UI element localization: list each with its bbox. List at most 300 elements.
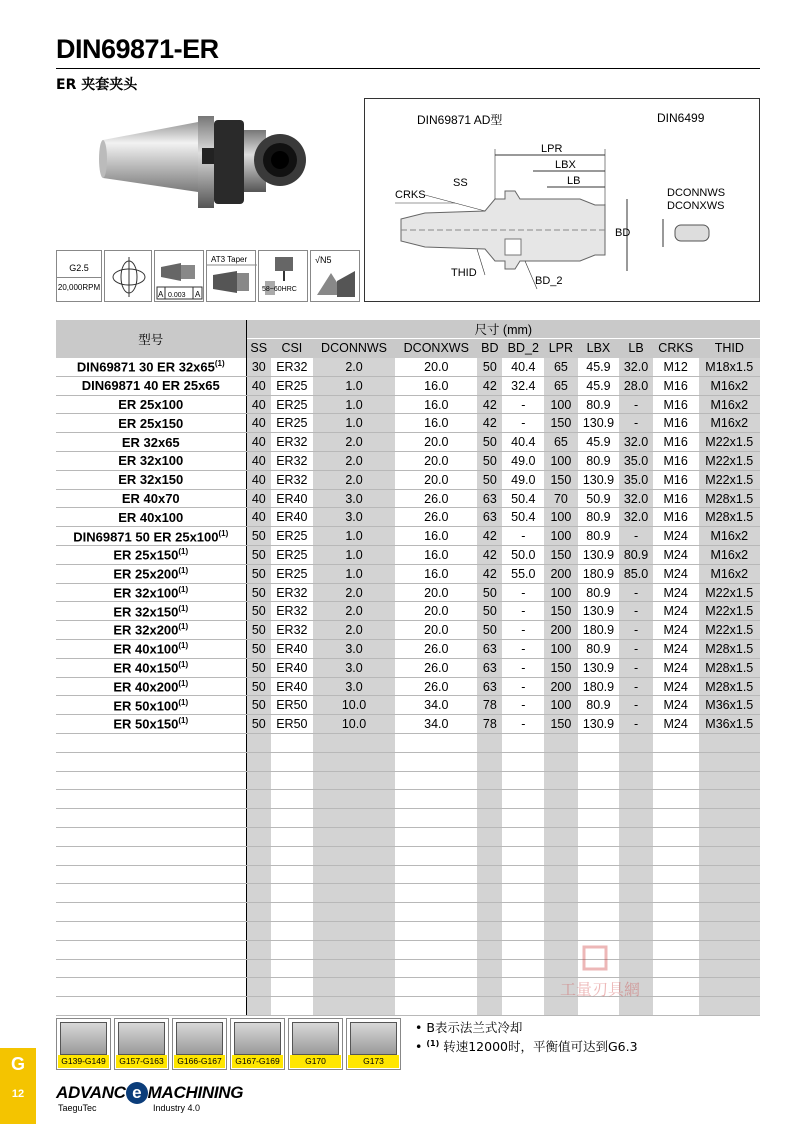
model-cell: ER 32x65 — [56, 433, 246, 452]
product-image — [98, 108, 308, 218]
cell-thid: M22x1.5 — [699, 433, 760, 452]
cell-ss: 50 — [246, 621, 271, 640]
cell-crks: M24 — [653, 564, 699, 583]
cell-ss: 50 — [246, 640, 271, 659]
reference-page-label: G167-G169 — [232, 1055, 283, 1068]
cell-dconxws: 34.0 — [395, 696, 477, 715]
table-row — [56, 358, 760, 377]
cell-crks: M24 — [653, 715, 699, 734]
cell-crks: M16 — [653, 433, 699, 452]
cell-lb: - — [619, 414, 652, 433]
cell-lpr: 150 — [544, 414, 577, 433]
cell-lpr: 100 — [544, 583, 577, 602]
cell-bd: 63 — [477, 489, 502, 508]
model-cell: ER 40x100 — [56, 508, 246, 527]
cell-lbx: 130.9 — [578, 546, 620, 565]
cell-bd-2: - — [502, 583, 544, 602]
cell-lb: 32.0 — [619, 433, 652, 452]
cell-bd: 63 — [477, 677, 502, 696]
svg-text:58~60HRC: 58~60HRC — [262, 286, 297, 293]
cell-dconnws: 2.0 — [313, 621, 396, 640]
empty-row — [56, 752, 760, 771]
dim-bd: BD — [615, 227, 631, 239]
cell-lb: 80.9 — [619, 546, 652, 565]
cell-bd-2: 50.4 — [502, 489, 544, 508]
cell-crks: M12 — [653, 358, 699, 377]
cell-lb: 32.0 — [619, 489, 652, 508]
cell-dconxws: 20.0 — [395, 602, 477, 621]
cell-bd: 50 — [477, 452, 502, 471]
cell-lbx: 130.9 — [578, 414, 620, 433]
cell-crks: M16 — [653, 489, 699, 508]
cell-bd-2: 40.4 — [502, 433, 544, 452]
page-title: DIN69871-ER — [56, 34, 219, 64]
cell-lbx: 45.9 — [578, 433, 620, 452]
empty-row — [56, 809, 760, 828]
cell-bd-2: - — [502, 640, 544, 659]
cell-lbx: 130.9 — [578, 470, 620, 489]
cell-crks: M24 — [653, 602, 699, 621]
dim-lpr: LPR — [541, 143, 563, 155]
spec-table — [56, 320, 760, 1016]
model-cell: DIN69871 30 ER 32x65$^{(1)}$ — [56, 358, 246, 377]
cell-lbx: 80.9 — [578, 583, 620, 602]
reference-page-label: G173 — [348, 1055, 399, 1068]
cell-lb: 32.0 — [619, 358, 652, 377]
model-cell: ER 40x150$^{(1)}$ — [56, 658, 246, 677]
reference-link-1[interactable] — [56, 1018, 111, 1070]
cell-lbx: 80.9 — [578, 527, 620, 546]
cell-lbx: 80.9 — [578, 640, 620, 659]
cell-bd: 50 — [477, 358, 502, 377]
table-row — [56, 508, 760, 527]
cell-ss: 40 — [246, 433, 271, 452]
cell-bd-2: - — [502, 414, 544, 433]
cell-bd: 42 — [477, 376, 502, 395]
cell-lbx: 180.9 — [578, 677, 620, 696]
cell-dconnws: 1.0 — [313, 376, 396, 395]
column-header-bd-2: BD_2 — [502, 339, 544, 358]
cell-csi: ER50 — [271, 715, 313, 734]
cell-bd: 42 — [477, 546, 502, 565]
cell-bd: 78 — [477, 696, 502, 715]
cell-thid: M28x1.5 — [699, 677, 760, 696]
cell-csi: ER32 — [271, 358, 313, 377]
cell-csi: ER40 — [271, 677, 313, 696]
model-cell: DIN69871 50 ER 25x100$^{(1)}$ — [56, 527, 246, 546]
cell-ss: 50 — [246, 658, 271, 677]
dim-dconxws: DCONXWS — [667, 200, 725, 212]
cell-lbx: 50.9 — [578, 489, 620, 508]
table-row — [56, 696, 760, 715]
cell-lpr: 100 — [544, 696, 577, 715]
cell-lpr: 100 — [544, 527, 577, 546]
reference-link-2[interactable] — [114, 1018, 169, 1070]
dimension-diagram — [364, 98, 760, 302]
accessory-icon — [60, 1022, 107, 1055]
cell-lpr: 100 — [544, 452, 577, 471]
reference-page-label: G166-G167 — [174, 1055, 225, 1068]
cell-bd-2: 50.0 — [502, 546, 544, 565]
cell-dconxws: 20.0 — [395, 621, 477, 640]
cell-lpr: 200 — [544, 677, 577, 696]
cell-lpr: 100 — [544, 508, 577, 527]
cell-lpr: 70 — [544, 489, 577, 508]
cell-dconxws: 20.0 — [395, 470, 477, 489]
model-header: 型号 — [56, 320, 246, 358]
cell-lb: - — [619, 640, 652, 659]
cell-csi: ER25 — [271, 376, 313, 395]
cell-thid: M28x1.5 — [699, 658, 760, 677]
cell-csi: ER32 — [271, 470, 313, 489]
column-header-csi: CSI — [271, 339, 313, 358]
cell-ss: 30 — [246, 358, 271, 377]
cell-csi: ER40 — [271, 640, 313, 659]
cell-lb: 28.0 — [619, 376, 652, 395]
cell-lb: - — [619, 677, 652, 696]
cell-lbx: 130.9 — [578, 602, 620, 621]
cell-ss: 50 — [246, 602, 271, 621]
cell-lb: - — [619, 583, 652, 602]
dim-dconnws: DCONNWS — [667, 187, 726, 199]
model-cell: ER 50x150$^{(1)}$ — [56, 715, 246, 734]
hardness-icon — [258, 250, 308, 302]
model-cell: ER 32x150 — [56, 470, 246, 489]
section-letter: G — [10, 1054, 25, 1074]
cell-dconxws: 26.0 — [395, 489, 477, 508]
cell-ss: 40 — [246, 414, 271, 433]
cell-thid: M36x1.5 — [699, 696, 760, 715]
cell-dconxws: 16.0 — [395, 546, 477, 565]
column-header-crks: CRKS — [653, 339, 699, 358]
note-balance: • $^{(1)}$ 转速12000时，平衡值可达到G6.3 — [415, 1039, 638, 1055]
cell-thid: M28x1.5 — [699, 489, 760, 508]
cell-dconnws: 1.0 — [313, 395, 396, 414]
cell-csi: ER40 — [271, 489, 313, 508]
cell-csi: ER25 — [271, 564, 313, 583]
model-cell: ER 40x70 — [56, 489, 246, 508]
cell-dconxws: 16.0 — [395, 564, 477, 583]
cell-dconnws: 3.0 — [313, 508, 396, 527]
cell-crks: M16 — [653, 508, 699, 527]
cell-bd-2: - — [502, 658, 544, 677]
table-row — [56, 489, 760, 508]
cell-dconxws: 16.0 — [395, 376, 477, 395]
model-cell: ER 32x200$^{(1)}$ — [56, 621, 246, 640]
cell-lpr: 200 — [544, 564, 577, 583]
model-cell: ER 32x100 — [56, 452, 246, 471]
table-row — [56, 546, 760, 565]
cell-bd: 50 — [477, 602, 502, 621]
column-header-dconxws: DCONXWS — [395, 339, 477, 358]
cell-thid: M16x2 — [699, 414, 760, 433]
brand-logo: ADVANC e MACHINING — [56, 1083, 244, 1102]
cell-thid: M16x2 — [699, 376, 760, 395]
column-header-lpr: LPR — [544, 339, 577, 358]
table-row — [56, 470, 760, 489]
table-row — [56, 564, 760, 583]
cell-csi: ER32 — [271, 602, 313, 621]
cell-ss: 40 — [246, 452, 271, 471]
cell-bd-2: 40.4 — [502, 358, 544, 377]
cell-dconnws: 2.0 — [313, 583, 396, 602]
cell-ss: 50 — [246, 527, 271, 546]
max-rpm: 20,000RPM — [57, 283, 101, 292]
cell-bd: 63 — [477, 658, 502, 677]
cell-dconnws: 3.0 — [313, 489, 396, 508]
accessory-icon — [118, 1022, 165, 1055]
cell-lbx: 45.9 — [578, 376, 620, 395]
table-row — [56, 433, 760, 452]
cell-bd-2: - — [502, 395, 544, 414]
cell-csi: ER32 — [271, 433, 313, 452]
cell-lbx: 80.9 — [578, 395, 620, 414]
table-row — [56, 621, 760, 640]
cell-lb: 85.0 — [619, 564, 652, 583]
balance-rpm-icon — [56, 250, 102, 302]
svg-text:√N5: √N5 — [315, 255, 332, 265]
cell-dconxws: 26.0 — [395, 677, 477, 696]
reference-link-5[interactable] — [288, 1018, 343, 1070]
table-row — [56, 414, 760, 433]
cell-dconxws: 26.0 — [395, 640, 477, 659]
runout-icon — [154, 250, 204, 302]
accessory-icon — [350, 1022, 397, 1055]
cell-dconxws: 16.0 — [395, 395, 477, 414]
cell-lpr: 65 — [544, 358, 577, 377]
cell-lb: 35.0 — [619, 470, 652, 489]
cell-lpr: 65 — [544, 376, 577, 395]
cell-bd: 63 — [477, 640, 502, 659]
cell-dconnws: 10.0 — [313, 696, 396, 715]
cell-lpr: 150 — [544, 602, 577, 621]
cell-lpr: 100 — [544, 640, 577, 659]
table-row — [56, 602, 760, 621]
empty-row — [56, 922, 760, 941]
watermark-logo — [560, 945, 680, 1010]
cell-dconnws: 1.0 — [313, 527, 396, 546]
cell-thid: M22x1.5 — [699, 583, 760, 602]
model-cell: ER 50x100$^{(1)}$ — [56, 696, 246, 715]
cell-bd-2: - — [502, 715, 544, 734]
model-cell: DIN69871 40 ER 25x65 — [56, 376, 246, 395]
cell-dconxws: 20.0 — [395, 583, 477, 602]
cell-thid: M16x2 — [699, 395, 760, 414]
cell-ss: 40 — [246, 395, 271, 414]
svg-text:A: A — [195, 290, 201, 299]
cell-csi: ER25 — [271, 414, 313, 433]
cell-bd: 42 — [477, 395, 502, 414]
table-row — [56, 715, 760, 734]
balancing-icon — [104, 250, 152, 302]
cell-dconxws: 20.0 — [395, 452, 477, 471]
cell-crks: M16 — [653, 395, 699, 414]
column-header-thid: THID — [699, 339, 760, 358]
empty-row — [56, 734, 760, 753]
reference-page-label: G170 — [290, 1055, 341, 1068]
cell-csi: ER50 — [271, 696, 313, 715]
column-header-bd: BD — [477, 339, 502, 358]
reference-link-3[interactable] — [172, 1018, 227, 1070]
cell-thid: M16x2 — [699, 527, 760, 546]
cell-dconnws: 3.0 — [313, 677, 396, 696]
cell-bd-2: - — [502, 602, 544, 621]
cell-crks: M24 — [653, 658, 699, 677]
cell-csi: ER32 — [271, 452, 313, 471]
dim-crks: CRKS — [395, 189, 426, 201]
table-row — [56, 527, 760, 546]
cell-csi: ER40 — [271, 658, 313, 677]
cell-ss: 40 — [246, 376, 271, 395]
table-row — [56, 677, 760, 696]
taper-icon — [206, 250, 256, 302]
cell-crks: M24 — [653, 640, 699, 659]
table-row — [56, 376, 760, 395]
footnotes — [415, 1020, 638, 1055]
cell-bd: 42 — [477, 564, 502, 583]
cell-bd-2: - — [502, 527, 544, 546]
cell-thid: M36x1.5 — [699, 715, 760, 734]
cell-crks: M24 — [653, 583, 699, 602]
cell-csi: ER40 — [271, 508, 313, 527]
cell-lb: 32.0 — [619, 508, 652, 527]
accessory-icon — [176, 1022, 223, 1055]
note-flange-coolant: • B表示法兰式冷却 — [415, 1020, 523, 1035]
cell-bd-2: 32.4 — [502, 376, 544, 395]
dim-lbx: LBX — [555, 159, 576, 171]
cell-lbx: 80.9 — [578, 508, 620, 527]
cell-bd-2: - — [502, 677, 544, 696]
cell-bd-2: - — [502, 696, 544, 715]
cell-dconxws: 20.0 — [395, 433, 477, 452]
model-cell: ER 25x150 — [56, 414, 246, 433]
cell-bd: 50 — [477, 433, 502, 452]
cell-csi: ER32 — [271, 583, 313, 602]
cell-ss: 50 — [246, 715, 271, 734]
cell-bd-2: 50.4 — [502, 508, 544, 527]
reference-page-label: G157-G163 — [116, 1055, 167, 1068]
cell-thid: M16x2 — [699, 546, 760, 565]
model-cell: ER 32x150$^{(1)}$ — [56, 602, 246, 621]
cell-csi: ER25 — [271, 527, 313, 546]
cell-dconnws: 1.0 — [313, 546, 396, 565]
cell-thid: M22x1.5 — [699, 621, 760, 640]
cell-bd: 42 — [477, 414, 502, 433]
cell-ss: 40 — [246, 508, 271, 527]
model-cell: ER 25x100 — [56, 395, 246, 414]
cell-dconxws: 16.0 — [395, 414, 477, 433]
dim-thid: THID — [451, 267, 477, 279]
cell-dconnws: 2.0 — [313, 358, 396, 377]
empty-row — [56, 846, 760, 865]
cell-lb: - — [619, 696, 652, 715]
diagram-type-label: DIN69871 AD型 — [417, 113, 503, 127]
cell-bd: 63 — [477, 508, 502, 527]
svg-text:0.003: 0.003 — [168, 292, 186, 299]
column-header-lbx: LBX — [578, 339, 620, 358]
model-cell: ER 32x100$^{(1)}$ — [56, 583, 246, 602]
cell-crks: M24 — [653, 621, 699, 640]
cell-thid: M22x1.5 — [699, 602, 760, 621]
cell-crks: M24 — [653, 696, 699, 715]
cell-bd: 78 — [477, 715, 502, 734]
svg-text:工量刃具網: 工量刃具網 — [560, 980, 641, 999]
cell-dconxws: 20.0 — [395, 358, 477, 377]
cell-thid: M28x1.5 — [699, 508, 760, 527]
accessory-icon — [292, 1022, 339, 1055]
cell-dconnws: 3.0 — [313, 658, 396, 677]
cell-csi: ER25 — [271, 395, 313, 414]
reference-link-4[interactable] — [230, 1018, 285, 1070]
svg-text:AT3 Taper: AT3 Taper — [211, 255, 248, 264]
cell-dconnws: 2.0 — [313, 452, 396, 471]
cell-crks: M24 — [653, 546, 699, 565]
cell-lb: - — [619, 715, 652, 734]
cell-thid: M22x1.5 — [699, 452, 760, 471]
cell-lpr: 150 — [544, 546, 577, 565]
cell-lpr: 100 — [544, 395, 577, 414]
cell-thid: M18x1.5 — [699, 358, 760, 377]
model-cell: ER 40x200$^{(1)}$ — [56, 677, 246, 696]
cell-ss: 50 — [246, 677, 271, 696]
diagram-standard-label: DIN6499 — [657, 111, 705, 125]
column-header-lb: LB — [619, 339, 652, 358]
cell-lbx: 180.9 — [578, 621, 620, 640]
cell-crks: M16 — [653, 452, 699, 471]
model-cell: ER 25x150$^{(1)}$ — [56, 546, 246, 565]
cell-ss: 50 — [246, 696, 271, 715]
cell-dconnws: 1.0 — [313, 564, 396, 583]
cell-dconxws: 26.0 — [395, 658, 477, 677]
reference-link-6[interactable] — [346, 1018, 401, 1070]
table-row — [56, 640, 760, 659]
cell-crks: M16 — [653, 414, 699, 433]
cell-lb: - — [619, 395, 652, 414]
cell-dconnws: 1.0 — [313, 414, 396, 433]
page-subtitle: ER 夹套夹头 — [56, 77, 138, 93]
cell-lpr: 65 — [544, 433, 577, 452]
cell-lpr: 150 — [544, 470, 577, 489]
roughness-icon — [310, 250, 360, 302]
empty-row — [56, 828, 760, 847]
page-tab — [0, 1048, 36, 1124]
dim-ss: SS — [453, 177, 468, 189]
cell-lb: - — [619, 527, 652, 546]
spec-icon-row — [56, 250, 360, 302]
cell-lpr: 200 — [544, 621, 577, 640]
cell-lpr: 150 — [544, 658, 577, 677]
table-row — [56, 583, 760, 602]
cell-dconxws: 16.0 — [395, 527, 477, 546]
empty-row — [56, 903, 760, 922]
table-row — [56, 658, 760, 677]
cell-csi: ER25 — [271, 546, 313, 565]
column-header-dconnws: DCONNWS — [313, 339, 396, 358]
cell-dconnws: 2.0 — [313, 433, 396, 452]
brand-tagline: Industry 4.0 — [153, 1103, 201, 1113]
cell-dconxws: 34.0 — [395, 715, 477, 734]
page-number: 12 — [11, 1088, 25, 1100]
model-cell: ER 25x200$^{(1)}$ — [56, 564, 246, 583]
cell-dconnws: 3.0 — [313, 640, 396, 659]
balance-grade: G2.5 — [69, 263, 89, 273]
cell-ss: 40 — [246, 489, 271, 508]
dimension-group-header: 尺寸 (mm) — [246, 320, 760, 339]
cell-lbx: 130.9 — [578, 715, 620, 734]
dim-bd2: BD_2 — [535, 275, 563, 287]
cell-lb: - — [619, 658, 652, 677]
cell-ss: 50 — [246, 546, 271, 565]
